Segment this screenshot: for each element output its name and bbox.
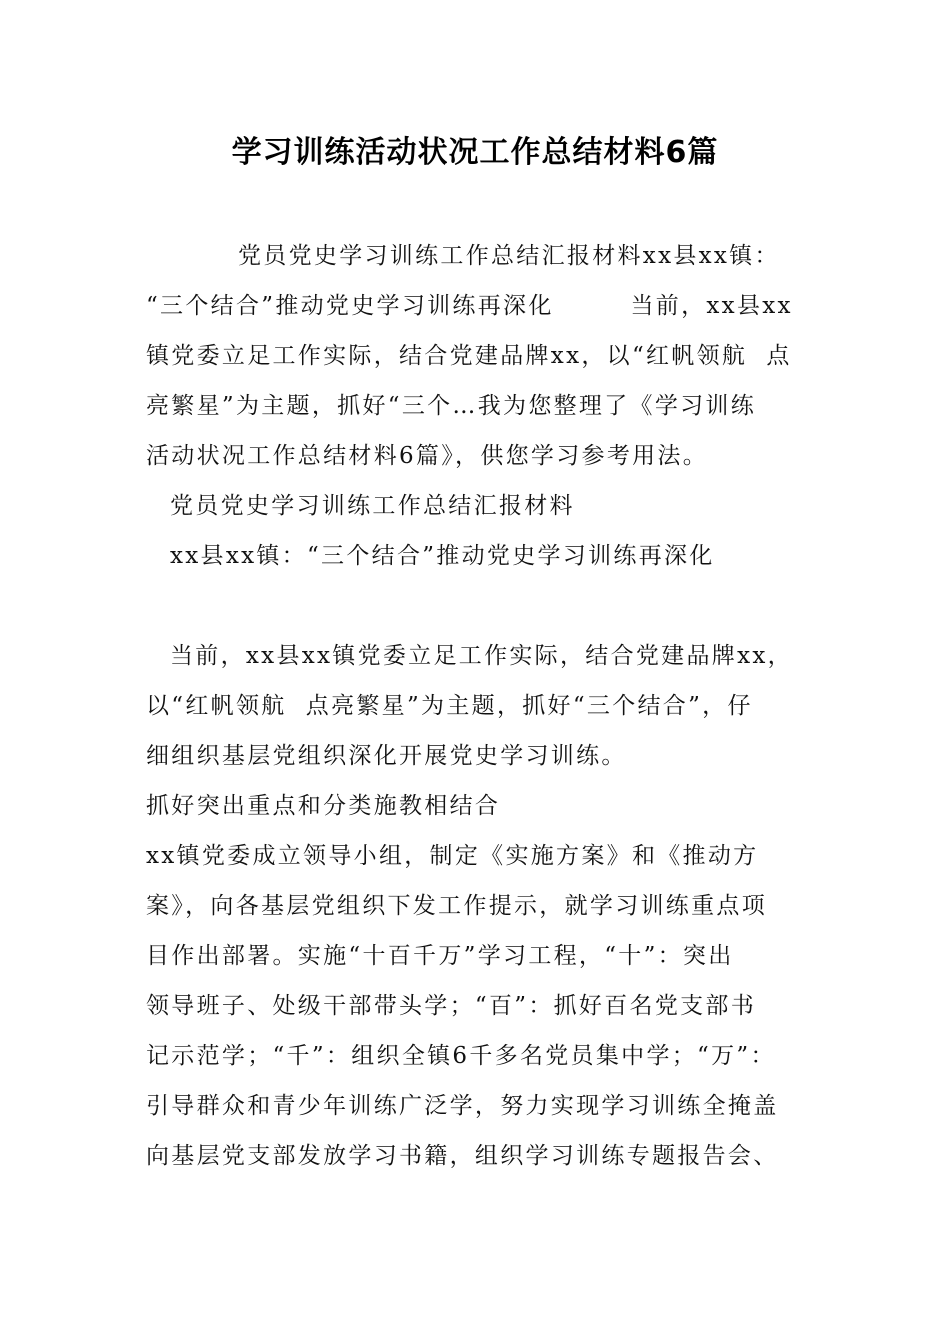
- paragraph-line: 以“红帆领航 点亮繁星”为主题，抓好“三个结合”，仔: [146, 693, 753, 719]
- section-heading: 抓好突出重点和分类施教相结合: [146, 793, 501, 819]
- paragraph-line: 向基层党支部发放学习书籍，组织学习训练专题报告会、: [146, 1143, 779, 1169]
- section-heading-report: 党员党史学习训练工作总结汇报材料: [170, 493, 575, 519]
- intro-line: 活动状况工作总结材料6篇》，供您学习参考用法。: [146, 443, 709, 469]
- paragraph-line: 领导班子、处级干部带头学；“百”：抓好百名党支部书: [146, 993, 757, 1019]
- paragraph-line: 目作出部署。实施“十百千万”学习工程，“十”：突出: [146, 943, 734, 969]
- intro-line: 党员党史学习训练工作总结汇报材料xx县xx镇：: [238, 243, 780, 269]
- section-heading-subtitle: xx县xx镇：“三个结合”推动党史学习训练再深化: [170, 543, 715, 569]
- document-title: 学习训练活动状况工作总结材料6篇: [231, 135, 719, 170]
- intro-line: “三个结合”推动党史学习训练再深化 当前，xx县xx: [146, 293, 793, 319]
- intro-line: 亮繁星”为主题，抓好“三个…我为您整理了《学习训练: [146, 393, 757, 419]
- intro-line: 镇党委立足工作实际，结合党建品牌xx，以“红帆领航 点: [146, 343, 792, 369]
- paragraph-line: 细组织基层党组织深化开展党史学习训练。: [146, 743, 627, 769]
- paragraph-line: 当前，xx县xx镇党委立足工作实际，结合党建品牌xx，: [170, 643, 793, 669]
- paragraph-line: xx镇党委成立领导小组，制定《实施方案》和《推动方: [146, 843, 759, 869]
- paragraph-line: 案》，向各基层党组织下发工作提示，就学习训练重点项: [146, 893, 767, 919]
- paragraph-line: 引导群众和青少年训练广泛学，努力实现学习训练全掩盖: [146, 1093, 779, 1119]
- paragraph-line: 记示范学；“千”：组织全镇6千多名党员集中学；“万”：: [146, 1043, 776, 1069]
